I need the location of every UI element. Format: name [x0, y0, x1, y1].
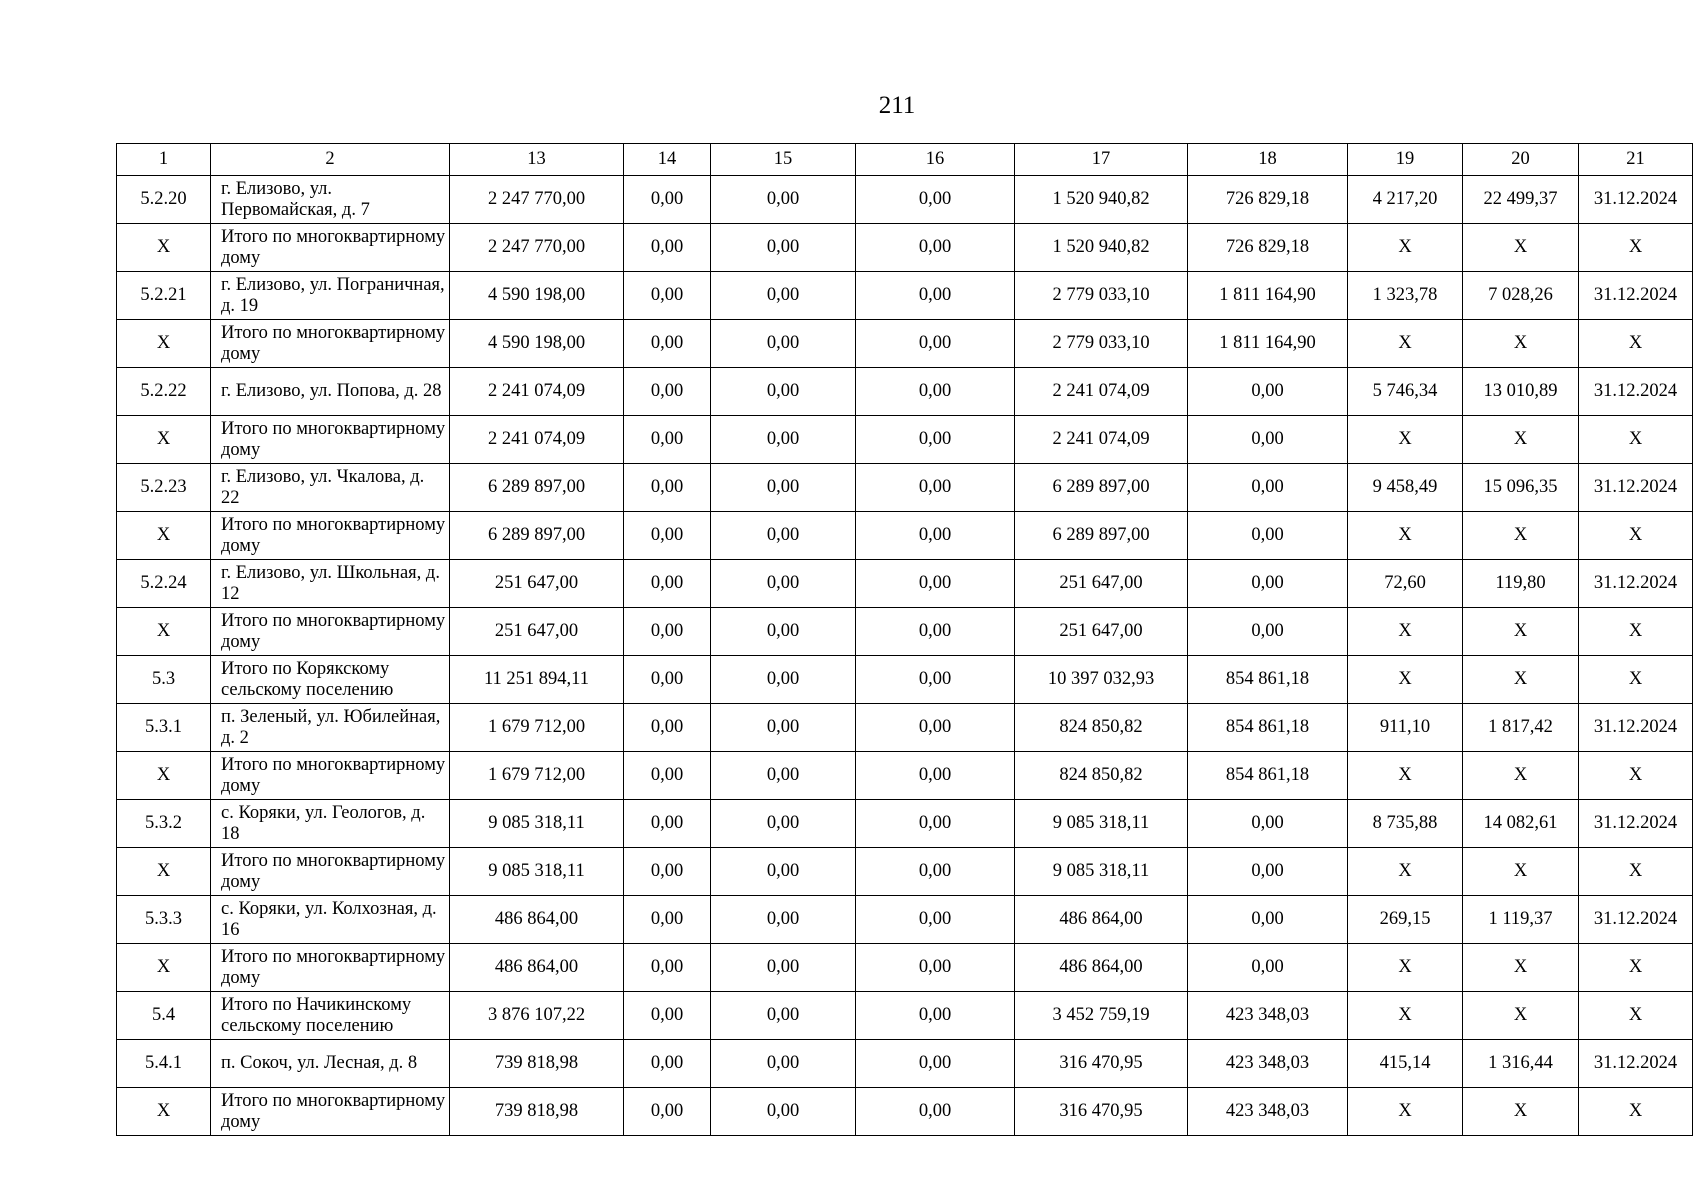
- table-cell: Х: [117, 752, 211, 800]
- table-cell: 0,00: [711, 800, 856, 848]
- table-cell: 6 289 897,00: [1015, 512, 1188, 560]
- table-row: [117, 848, 1693, 896]
- table-cell: 726 829,18: [1188, 224, 1348, 272]
- address-cell: г. Елизово, ул. Первомайская, д. 7: [211, 176, 450, 224]
- table-cell: 739 818,98: [450, 1040, 624, 1088]
- table-cell: 0,00: [711, 752, 856, 800]
- table-cell: 3 876 107,22: [450, 992, 624, 1040]
- table-cell: 0,00: [856, 704, 1015, 752]
- table-cell: 1 679 712,00: [450, 752, 624, 800]
- table-cell: Х: [1463, 1088, 1579, 1136]
- address-cell: Итого по Начикинскому сельскому поселению: [211, 992, 450, 1040]
- address-cell: Итого по многоквартирному дому: [211, 944, 450, 992]
- table-cell: 0,00: [856, 224, 1015, 272]
- table-cell: Х: [1463, 416, 1579, 464]
- table-cell: Х: [1463, 224, 1579, 272]
- table-cell: 6 289 897,00: [450, 512, 624, 560]
- table-cell: 3 452 759,19: [1015, 992, 1188, 1040]
- table-cell: Х: [1463, 944, 1579, 992]
- column-header: 1: [117, 144, 211, 176]
- address-cell: Итого по многоквартирному дому: [211, 752, 450, 800]
- table-cell: 0,00: [624, 992, 711, 1040]
- table-cell: 2 779 033,10: [1015, 272, 1188, 320]
- address-cell: г. Елизово, ул. Чкалова, д. 22: [211, 464, 450, 512]
- table-cell: 0,00: [711, 464, 856, 512]
- table-cell: 5.3: [117, 656, 211, 704]
- table-cell: 9 085 318,11: [450, 848, 624, 896]
- table-cell: 0,00: [624, 320, 711, 368]
- table-cell: 911,10: [1348, 704, 1463, 752]
- table-cell: 5.4: [117, 992, 211, 1040]
- table-cell: 2 247 770,00: [450, 224, 624, 272]
- table-cell: 0,00: [856, 272, 1015, 320]
- table-cell: 0,00: [856, 512, 1015, 560]
- table-row: [117, 944, 1693, 992]
- table-cell: 0,00: [711, 176, 856, 224]
- data-table: [116, 143, 1693, 1136]
- table-cell: 486 864,00: [1015, 944, 1188, 992]
- table-cell: 0,00: [711, 272, 856, 320]
- table-cell: 0,00: [624, 416, 711, 464]
- table-cell: 316 470,95: [1015, 1040, 1188, 1088]
- table-cell: 0,00: [856, 848, 1015, 896]
- table-cell: Х: [1463, 992, 1579, 1040]
- table-cell: 5.4.1: [117, 1040, 211, 1088]
- table-cell: Х: [1348, 416, 1463, 464]
- address-cell: Итого по многоквартирному дому: [211, 1088, 450, 1136]
- table-cell: 824 850,82: [1015, 752, 1188, 800]
- address-cell: п. Зеленый, ул. Юбилейная, д. 2: [211, 704, 450, 752]
- table-cell: 11 251 894,11: [450, 656, 624, 704]
- table-row: [117, 1088, 1693, 1136]
- table-cell: 0,00: [711, 416, 856, 464]
- table-cell: 9 458,49: [1348, 464, 1463, 512]
- table-cell: 0,00: [1188, 512, 1348, 560]
- table-cell: 0,00: [624, 272, 711, 320]
- table-cell: Х: [1348, 320, 1463, 368]
- table-cell: 5.2.20: [117, 176, 211, 224]
- table-cell: Х: [117, 848, 211, 896]
- table-cell: 423 348,03: [1188, 992, 1348, 1040]
- table-cell: 2 247 770,00: [450, 176, 624, 224]
- table-cell: 0,00: [711, 848, 856, 896]
- table-cell: 31.12.2024: [1579, 1040, 1693, 1088]
- table-cell: 486 864,00: [450, 896, 624, 944]
- table-cell: 0,00: [624, 176, 711, 224]
- table-cell: 0,00: [711, 368, 856, 416]
- table-cell: 1 316,44: [1463, 1040, 1579, 1088]
- table-cell: 2 241 074,09: [1015, 416, 1188, 464]
- page-number: 211: [878, 92, 916, 119]
- column-header: 18: [1188, 144, 1348, 176]
- table-cell: 0,00: [1188, 368, 1348, 416]
- table-cell: 1 520 940,82: [1015, 224, 1188, 272]
- table-cell: 0,00: [624, 944, 711, 992]
- table-cell: 486 864,00: [450, 944, 624, 992]
- table-row: [117, 512, 1693, 560]
- table-cell: Х: [1348, 848, 1463, 896]
- table-cell: 9 085 318,11: [1015, 848, 1188, 896]
- table-cell: 0,00: [624, 800, 711, 848]
- table-cell: 0,00: [1188, 560, 1348, 608]
- table-cell: 0,00: [1188, 464, 1348, 512]
- table-cell: 22 499,37: [1463, 176, 1579, 224]
- address-cell: с. Коряки, ул. Геологов, д. 18: [211, 800, 450, 848]
- table-cell: 31.12.2024: [1579, 368, 1693, 416]
- address-cell: г. Елизово, ул. Попова, д. 28: [211, 368, 450, 416]
- table-cell: 269,15: [1348, 896, 1463, 944]
- table-cell: Х: [1579, 944, 1693, 992]
- table-cell: 31.12.2024: [1579, 176, 1693, 224]
- table-cell: 9 085 318,11: [450, 800, 624, 848]
- address-cell: Итого по многоквартирному дому: [211, 320, 450, 368]
- table-cell: 0,00: [856, 1088, 1015, 1136]
- table-cell: Х: [1579, 656, 1693, 704]
- table-cell: 1 817,42: [1463, 704, 1579, 752]
- column-header: 21: [1579, 144, 1693, 176]
- table-cell: Х: [1579, 416, 1693, 464]
- table-cell: Х: [1348, 512, 1463, 560]
- table-header-row: [117, 144, 1693, 176]
- table-row: [117, 800, 1693, 848]
- table-cell: Х: [117, 944, 211, 992]
- table-cell: 0,00: [856, 992, 1015, 1040]
- column-header: 15: [711, 144, 856, 176]
- table-cell: 1 119,37: [1463, 896, 1579, 944]
- table-cell: 5.2.22: [117, 368, 211, 416]
- table-cell: 4 590 198,00: [450, 272, 624, 320]
- table-cell: Х: [117, 608, 211, 656]
- table-cell: 0,00: [856, 1040, 1015, 1088]
- table-cell: 0,00: [856, 896, 1015, 944]
- address-cell: г. Елизово, ул. Пограничная, д. 19: [211, 272, 450, 320]
- table-cell: 854 861,18: [1188, 752, 1348, 800]
- table-cell: 854 861,18: [1188, 656, 1348, 704]
- table-cell: Х: [1348, 992, 1463, 1040]
- table-cell: 5.2.21: [117, 272, 211, 320]
- table-row: [117, 176, 1693, 224]
- table-cell: Х: [1579, 848, 1693, 896]
- column-header: 20: [1463, 144, 1579, 176]
- table-row: [117, 560, 1693, 608]
- table-cell: 0,00: [856, 464, 1015, 512]
- table-cell: 31.12.2024: [1579, 560, 1693, 608]
- table-cell: Х: [117, 224, 211, 272]
- table-cell: 486 864,00: [1015, 896, 1188, 944]
- table-row: [117, 464, 1693, 512]
- table-row: [117, 992, 1693, 1040]
- table-cell: 0,00: [856, 800, 1015, 848]
- table-cell: 0,00: [711, 608, 856, 656]
- table-row: [117, 1040, 1693, 1088]
- table-row: [117, 656, 1693, 704]
- table-cell: 0,00: [711, 704, 856, 752]
- table-cell: Х: [1579, 320, 1693, 368]
- table-cell: 423 348,03: [1188, 1040, 1348, 1088]
- table-cell: 0,00: [1188, 608, 1348, 656]
- address-cell: п. Сокоч, ул. Лесная, д. 8: [211, 1040, 450, 1088]
- address-cell: Итого по многоквартирному дому: [211, 848, 450, 896]
- table-cell: 6 289 897,00: [450, 464, 624, 512]
- table-cell: Х: [1348, 656, 1463, 704]
- table-cell: Х: [1579, 752, 1693, 800]
- column-header: 2: [211, 144, 450, 176]
- table-cell: 0,00: [711, 224, 856, 272]
- table-row: [117, 704, 1693, 752]
- column-header: 16: [856, 144, 1015, 176]
- table-cell: Х: [117, 320, 211, 368]
- table-cell: 739 818,98: [450, 1088, 624, 1136]
- table-cell: Х: [1463, 752, 1579, 800]
- address-cell: с. Коряки, ул. Колхозная, д. 16: [211, 896, 450, 944]
- table-cell: 0,00: [711, 944, 856, 992]
- table-cell: 0,00: [856, 560, 1015, 608]
- table-cell: 119,80: [1463, 560, 1579, 608]
- table-cell: Х: [1579, 992, 1693, 1040]
- table-cell: Х: [1579, 608, 1693, 656]
- table-cell: 0,00: [711, 320, 856, 368]
- table-cell: 0,00: [856, 320, 1015, 368]
- column-header: 13: [450, 144, 624, 176]
- table-cell: 0,00: [711, 560, 856, 608]
- table-cell: 0,00: [711, 1040, 856, 1088]
- address-cell: Итого по многоквартирному дому: [211, 224, 450, 272]
- table-cell: 10 397 032,93: [1015, 656, 1188, 704]
- table-cell: 726 829,18: [1188, 176, 1348, 224]
- table-cell: Х: [117, 512, 211, 560]
- table-cell: 0,00: [1188, 800, 1348, 848]
- column-header: 14: [624, 144, 711, 176]
- table-cell: 0,00: [624, 1088, 711, 1136]
- table-cell: 0,00: [624, 848, 711, 896]
- table-cell: 1 811 164,90: [1188, 320, 1348, 368]
- table-cell: Х: [1348, 1088, 1463, 1136]
- table-cell: 7 028,26: [1463, 272, 1579, 320]
- table-cell: 0,00: [1188, 896, 1348, 944]
- table-cell: 0,00: [624, 1040, 711, 1088]
- table-row: [117, 272, 1693, 320]
- address-cell: Итого по Корякскому сельскому поселению: [211, 656, 450, 704]
- table-cell: 854 861,18: [1188, 704, 1348, 752]
- table-cell: 0,00: [711, 992, 856, 1040]
- column-header: 17: [1015, 144, 1188, 176]
- table-cell: 251 647,00: [450, 560, 624, 608]
- table-row: [117, 416, 1693, 464]
- table-cell: Х: [1463, 656, 1579, 704]
- table-cell: 6 289 897,00: [1015, 464, 1188, 512]
- table-cell: 0,00: [624, 608, 711, 656]
- table-row: [117, 320, 1693, 368]
- table-cell: 0,00: [856, 656, 1015, 704]
- table-cell: 251 647,00: [1015, 560, 1188, 608]
- table-cell: Х: [1463, 608, 1579, 656]
- table-row: [117, 224, 1693, 272]
- table-cell: 8 735,88: [1348, 800, 1463, 848]
- table-cell: 0,00: [711, 656, 856, 704]
- table-cell: 0,00: [711, 896, 856, 944]
- table-row: [117, 896, 1693, 944]
- table-cell: 0,00: [856, 752, 1015, 800]
- table-cell: 423 348,03: [1188, 1088, 1348, 1136]
- table-cell: 0,00: [624, 512, 711, 560]
- table-cell: 31.12.2024: [1579, 800, 1693, 848]
- table-cell: 0,00: [624, 704, 711, 752]
- address-cell: Итого по многоквартирному дому: [211, 416, 450, 464]
- table-cell: 1 520 940,82: [1015, 176, 1188, 224]
- table-cell: Х: [1463, 848, 1579, 896]
- table-cell: 5.3.3: [117, 896, 211, 944]
- table-cell: 2 241 074,09: [450, 368, 624, 416]
- table-cell: 0,00: [624, 656, 711, 704]
- table-cell: 15 096,35: [1463, 464, 1579, 512]
- table-cell: 2 241 074,09: [1015, 368, 1188, 416]
- table-cell: 31.12.2024: [1579, 464, 1693, 512]
- table-cell: Х: [1348, 224, 1463, 272]
- table-cell: Х: [117, 416, 211, 464]
- table-cell: 1 323,78: [1348, 272, 1463, 320]
- address-cell: Итого по многоквартирному дому: [211, 512, 450, 560]
- table-cell: 1 679 712,00: [450, 704, 624, 752]
- table-cell: 4 217,20: [1348, 176, 1463, 224]
- table-cell: 9 085 318,11: [1015, 800, 1188, 848]
- table-cell: 0,00: [1188, 416, 1348, 464]
- address-cell: Итого по многоквартирному дому: [211, 608, 450, 656]
- table-cell: 13 010,89: [1463, 368, 1579, 416]
- table-cell: 0,00: [624, 560, 711, 608]
- table-cell: 2 241 074,09: [450, 416, 624, 464]
- table-body: [117, 144, 1693, 1136]
- address-cell: г. Елизово, ул. Школьная, д. 12: [211, 560, 450, 608]
- table-cell: 415,14: [1348, 1040, 1463, 1088]
- table-cell: 0,00: [856, 368, 1015, 416]
- table-cell: Х: [1579, 512, 1693, 560]
- table-cell: 0,00: [856, 176, 1015, 224]
- table-cell: 5 746,34: [1348, 368, 1463, 416]
- table-cell: 0,00: [856, 416, 1015, 464]
- table-cell: 5.3.2: [117, 800, 211, 848]
- table-row: [117, 752, 1693, 800]
- table-cell: 4 590 198,00: [450, 320, 624, 368]
- table-cell: 0,00: [1188, 848, 1348, 896]
- table-cell: 0,00: [624, 368, 711, 416]
- table-cell: 316 470,95: [1015, 1088, 1188, 1136]
- table-cell: Х: [1463, 320, 1579, 368]
- table-cell: Х: [1348, 752, 1463, 800]
- table-cell: 0,00: [1188, 944, 1348, 992]
- table-cell: 0,00: [711, 512, 856, 560]
- table-cell: 0,00: [624, 224, 711, 272]
- table-cell: Х: [117, 1088, 211, 1136]
- table-cell: 1 811 164,90: [1188, 272, 1348, 320]
- table-cell: 31.12.2024: [1579, 896, 1693, 944]
- table-row: [117, 608, 1693, 656]
- table-cell: 0,00: [856, 944, 1015, 992]
- table-cell: 0,00: [624, 464, 711, 512]
- table-cell: Х: [1348, 608, 1463, 656]
- table-cell: 5.2.24: [117, 560, 211, 608]
- table-cell: Х: [1579, 1088, 1693, 1136]
- table-row: [117, 368, 1693, 416]
- table-cell: 0,00: [624, 896, 711, 944]
- table-cell: 2 779 033,10: [1015, 320, 1188, 368]
- column-header: 19: [1348, 144, 1463, 176]
- table-cell: 5.3.1: [117, 704, 211, 752]
- table-cell: 0,00: [711, 1088, 856, 1136]
- table-cell: 0,00: [624, 752, 711, 800]
- table-cell: 31.12.2024: [1579, 704, 1693, 752]
- table-cell: 251 647,00: [1015, 608, 1188, 656]
- table-cell: 0,00: [856, 608, 1015, 656]
- table-cell: 31.12.2024: [1579, 272, 1693, 320]
- table-cell: 251 647,00: [450, 608, 624, 656]
- table-cell: Х: [1348, 944, 1463, 992]
- table-cell: 72,60: [1348, 560, 1463, 608]
- table-cell: Х: [1463, 512, 1579, 560]
- table-cell: 824 850,82: [1015, 704, 1188, 752]
- table-cell: Х: [1579, 224, 1693, 272]
- table-cell: 14 082,61: [1463, 800, 1579, 848]
- table-cell: 5.2.23: [117, 464, 211, 512]
